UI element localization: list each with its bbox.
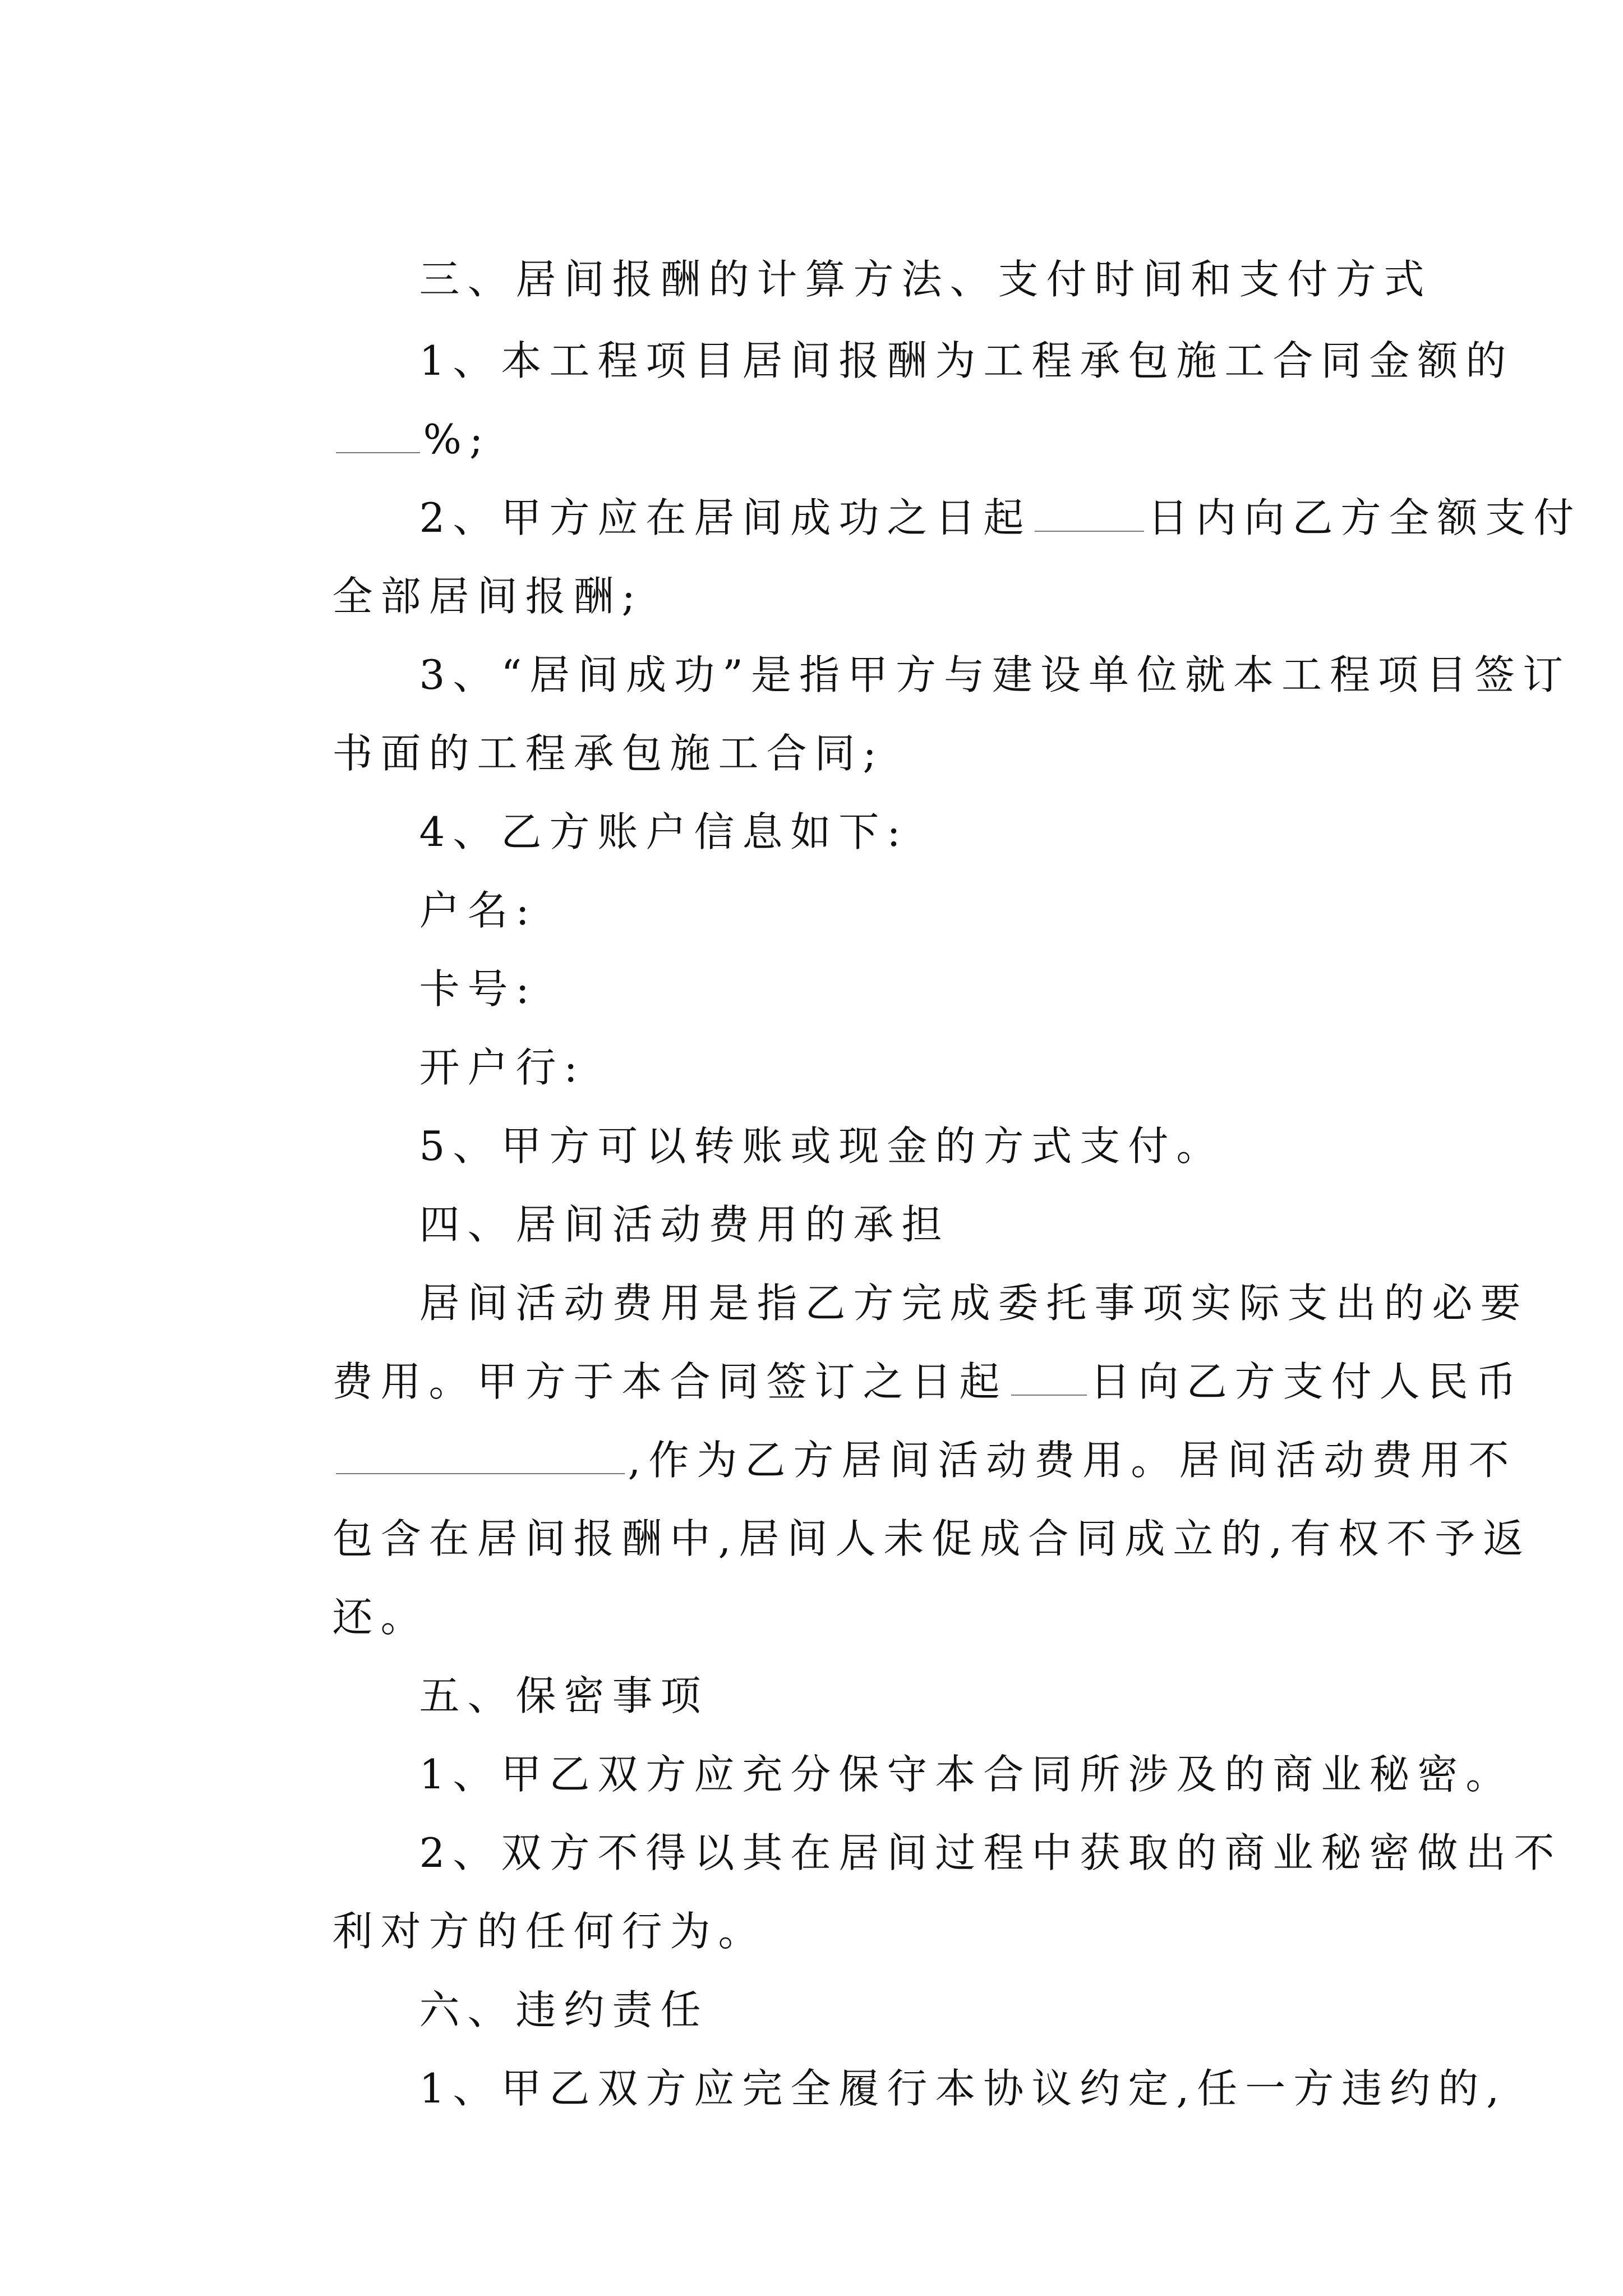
section-4-heading: 四、居间活动费用的承担 <box>419 1201 950 1248</box>
section-3-item-5: 5、甲方可以转账或现金的方式支付。 <box>419 1122 1225 1170</box>
section-3-item-3-cont: 书面的工程承包施工合同; <box>332 730 884 777</box>
section-4-para-line-3: ,作为乙方居间活动费用。居间活动费用不 <box>250 1400 1516 1521</box>
section-4-para-line-4: 包含在居间报酬中,居间人未促成合同成立的,有权不予返 <box>332 1515 1532 1562</box>
percent-blank <box>336 452 420 453</box>
days-blank <box>1035 530 1144 532</box>
bank-label: 开户行: <box>419 1044 585 1091</box>
section-3-item-4: 4、乙方账户信息如下: <box>419 808 909 855</box>
card-number-label: 卡号: <box>419 965 537 1013</box>
section-5-heading: 五、保密事项 <box>419 1672 709 1719</box>
section-3-heading: 三、居间报酬的计算方法、支付时间和支付方式 <box>419 256 1432 303</box>
account-name-label: 户名: <box>419 887 537 934</box>
section-3-item-3: 3、“居间成功”是指甲方与建设单位就本工程项目签订 <box>419 651 1571 698</box>
section-3-item-1-cont: %; <box>250 379 491 500</box>
section-4-para-line-5: 还。 <box>332 1594 429 1641</box>
section-6-heading: 六、违约责任 <box>419 1986 709 2033</box>
section-5-item-2-cont: 利对方的任何行为。 <box>332 1908 767 1955</box>
section-3-item-1: 1、本工程项目居间报酬为工程承包施工合同金额的 <box>419 337 1514 384</box>
section-3-item-2: 2、甲方应在居间成功之日起 日内向乙方全额支付 <box>419 494 1582 541</box>
section-4-para-line-2: 费用。甲方于本合同签订之日起 日向乙方支付人民币 <box>332 1358 1524 1405</box>
section-3-item-2-cont: 全部居间报酬; <box>332 573 643 620</box>
section-4-para-line-1: 居间活动费用是指乙方完成委托事项实际支出的必要 <box>419 1280 1529 1327</box>
date-blank <box>1011 1394 1087 1396</box>
section-5-item-1: 1、甲乙双方应充分保守本合同所涉及的商业秘密。 <box>419 1751 1514 1798</box>
amount-blank <box>336 1473 625 1474</box>
section-5-item-2: 2、双方不得以其在居间过程中获取的商业秘密做出不 <box>419 1829 1562 1876</box>
section-6-item-1: 1、甲乙双方应完全履行本协议约定,任一方违约的, <box>419 2065 1507 2112</box>
